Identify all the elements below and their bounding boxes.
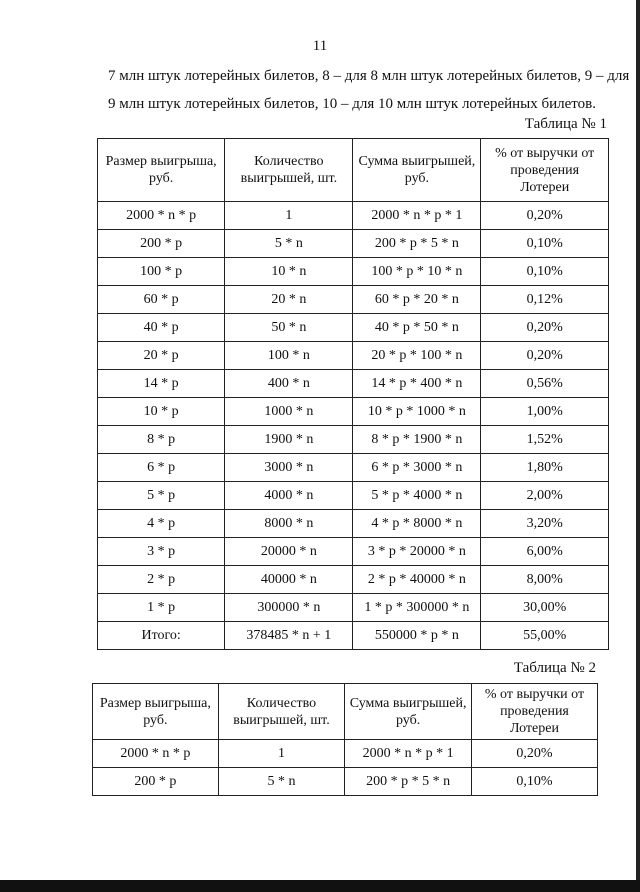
cell-prize-sum: 2 * p * 40000 * n (353, 566, 481, 594)
cell-prize-sum: 10 * p * 1000 * n (353, 398, 481, 426)
cell-prize-sum: 20 * p * 100 * n (353, 342, 481, 370)
table1-caption: Таблица № 1 (524, 116, 607, 132)
cell-revenue-percent: 0,20% (481, 342, 609, 370)
cell-prize-sum: 100 * p * 10 * n (353, 258, 481, 286)
cell-prize-sum: 40 * p * 50 * n (353, 314, 481, 342)
cell-revenue-percent: 0,10% (481, 258, 609, 286)
cell-prize-size: 4 * p (98, 510, 225, 538)
cell-revenue-percent: 55,00% (481, 622, 609, 650)
cell-prize-size: 20 * p (98, 342, 225, 370)
cell-prize-size: 2 * p (98, 566, 225, 594)
table-row (98, 370, 609, 398)
cell-prize-size: 8 * p (98, 426, 225, 454)
cell-prize-size: 14 * p (98, 370, 225, 398)
cell-revenue-percent: 1,80% (481, 454, 609, 482)
cell-prize-count: 20 * n (225, 286, 353, 314)
table-row (98, 594, 609, 622)
cell-prize-size: 2000 * n * p (98, 202, 225, 230)
scan-edge (636, 0, 640, 892)
cell-prize-count: 8000 * n (225, 510, 353, 538)
table-header-row (93, 684, 598, 740)
header-revenue-percent: % от выручки от проведения Лотереи (471, 684, 597, 740)
cell-prize-size: 100 * p (98, 258, 225, 286)
header-prize-count: Количество выигрышей, шт. (218, 684, 345, 740)
cell-prize-size: 6 * p (98, 454, 225, 482)
table-row (98, 510, 609, 538)
table-row (98, 398, 609, 426)
table-row (98, 230, 609, 258)
cell-prize-count: 5 * n (218, 768, 345, 796)
cell-prize-sum: 1 * p * 300000 * n (353, 594, 481, 622)
cell-prize-sum: 200 * p * 5 * n (353, 230, 481, 258)
cell-revenue-percent: 0,10% (471, 768, 597, 796)
cell-revenue-percent: 0,20% (471, 740, 597, 768)
intro-line: 9 млн штук лотерейных билетов, 10 – для 10 млн штук лотерейных билетов. (108, 96, 596, 112)
cell-prize-sum: 8 * p * 1900 * n (353, 426, 481, 454)
cell-prize-count: 20000 * n (225, 538, 353, 566)
table-row (98, 566, 609, 594)
cell-prize-count: 1 (218, 740, 345, 768)
cell-revenue-percent: 6,00% (481, 538, 609, 566)
cell-prize-sum: 6 * p * 3000 * n (353, 454, 481, 482)
table-row (98, 342, 609, 370)
cell-prize-count: 378485 * n + 1 (225, 622, 353, 650)
cell-prize-count: 10 * n (225, 258, 353, 286)
cell-prize-count: 4000 * n (225, 482, 353, 510)
cell-revenue-percent: 0,56% (481, 370, 609, 398)
table-row (98, 202, 609, 230)
cell-prize-size: 10 * p (98, 398, 225, 426)
cell-revenue-percent: 2,00% (481, 482, 609, 510)
header-revenue-percent: % от выручки от проведения Лотереи (481, 139, 609, 202)
cell-revenue-percent: 0,10% (481, 230, 609, 258)
table-header-row (98, 139, 609, 202)
table-row (98, 622, 609, 650)
header-prize-size: Размер выигрыша, руб. (93, 684, 219, 740)
cell-prize-sum: 2000 * n * p * 1 (353, 202, 481, 230)
cell-prize-size: 200 * p (93, 768, 219, 796)
table2-caption: Таблица № 2 (513, 660, 596, 676)
cell-prize-size: Итого: (98, 622, 225, 650)
cell-prize-count: 1000 * n (225, 398, 353, 426)
cell-prize-sum: 550000 * p * n (353, 622, 481, 650)
prize-table-1 (97, 138, 609, 650)
cell-prize-count: 100 * n (225, 342, 353, 370)
cell-revenue-percent: 0,20% (481, 314, 609, 342)
cell-revenue-percent: 0,20% (481, 202, 609, 230)
table-row (98, 286, 609, 314)
cell-prize-sum: 200 * p * 5 * n (345, 768, 472, 796)
cell-prize-count: 40000 * n (225, 566, 353, 594)
scan-edge (0, 880, 640, 892)
cell-prize-sum: 3 * p * 20000 * n (353, 538, 481, 566)
cell-revenue-percent: 1,00% (481, 398, 609, 426)
cell-prize-size: 60 * p (98, 286, 225, 314)
table-row (93, 768, 598, 796)
cell-prize-size: 40 * p (98, 314, 225, 342)
cell-prize-sum: 14 * p * 400 * n (353, 370, 481, 398)
table-row (98, 538, 609, 566)
cell-prize-size: 2000 * n * p (93, 740, 219, 768)
header-prize-sum: Сумма выигрышей, руб. (345, 684, 472, 740)
cell-prize-count: 3000 * n (225, 454, 353, 482)
cell-prize-size: 200 * p (98, 230, 225, 258)
cell-prize-sum: 60 * p * 20 * n (353, 286, 481, 314)
table-row (98, 482, 609, 510)
table-row (98, 258, 609, 286)
table-row (98, 426, 609, 454)
cell-prize-sum: 5 * p * 4000 * n (353, 482, 481, 510)
cell-revenue-percent: 3,20% (481, 510, 609, 538)
cell-prize-count: 400 * n (225, 370, 353, 398)
header-prize-sum: Сумма выигрышей, руб. (353, 139, 481, 202)
cell-prize-size: 5 * p (98, 482, 225, 510)
prize-table-2 (92, 683, 598, 796)
cell-prize-size: 3 * p (98, 538, 225, 566)
cell-prize-count: 50 * n (225, 314, 353, 342)
header-prize-count: Количество выигрышей, шт. (225, 139, 353, 202)
cell-prize-sum: 2000 * n * p * 1 (345, 740, 472, 768)
cell-revenue-percent: 8,00% (481, 566, 609, 594)
intro-line: 7 млн штук лотерейных билетов, 8 – для 8 млн штук лотерейных билетов, 9 – для (108, 68, 630, 84)
header-prize-size: Размер выигрыша, руб. (98, 139, 225, 202)
table-row (98, 454, 609, 482)
cell-prize-count: 300000 * n (225, 594, 353, 622)
cell-prize-size: 1 * p (98, 594, 225, 622)
cell-prize-sum: 4 * p * 8000 * n (353, 510, 481, 538)
cell-prize-count: 1900 * n (225, 426, 353, 454)
cell-revenue-percent: 1,52% (481, 426, 609, 454)
cell-revenue-percent: 0,12% (481, 286, 609, 314)
table-row (93, 740, 598, 768)
cell-revenue-percent: 30,00% (481, 594, 609, 622)
table-row (98, 314, 609, 342)
cell-prize-count: 5 * n (225, 230, 353, 258)
page-number: 11 (312, 38, 328, 54)
intro-paragraph (108, 62, 630, 118)
cell-prize-count: 1 (225, 202, 353, 230)
